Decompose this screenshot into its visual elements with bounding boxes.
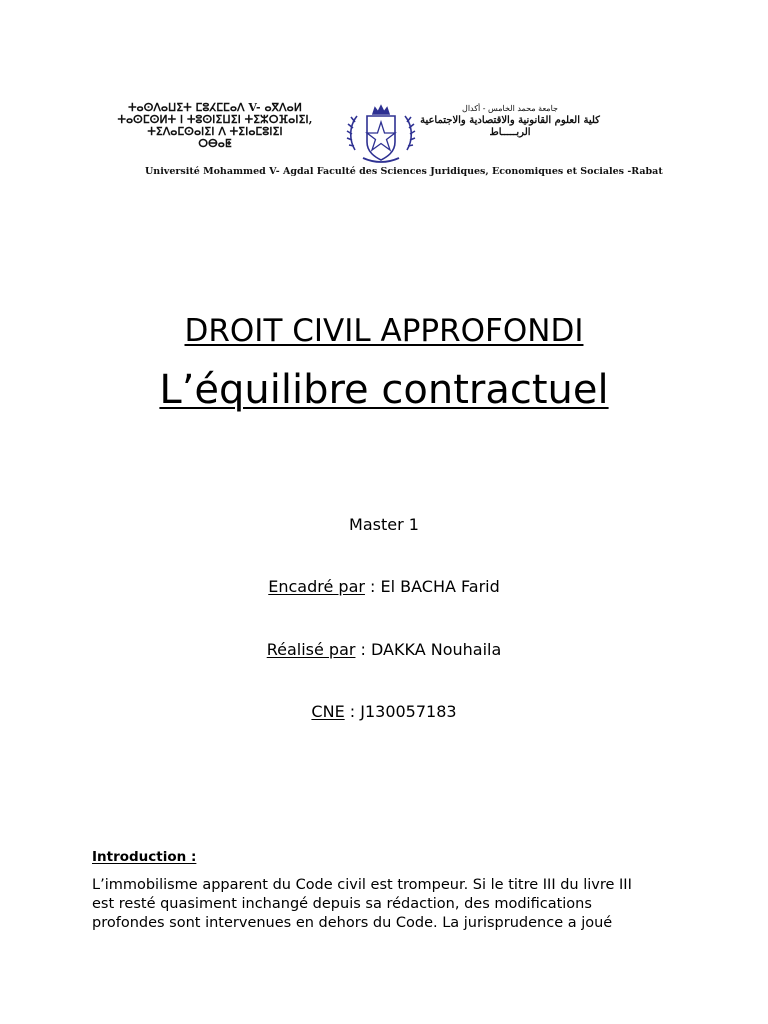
paragraph-line: profondes sont intervenues en dehors du Code. La jurisprudence a joué bbox=[92, 915, 613, 931]
tifinagh-line: ⵜⴰⵙⵎⵙⵍⵜ ⵏ ⵜⵓⵙⵏⵉⵡⵉⵏ ⵜⵉⵣⵔⴼⴰⵏⵉⵏ, bbox=[117, 113, 313, 126]
university-letterhead bbox=[95, 100, 663, 185]
author-separator: : bbox=[355, 640, 372, 659]
arabic-line: كلية العلوم القانونية والاقتصادية والاجتماعية bbox=[420, 115, 600, 126]
author-label: Réalisé par bbox=[266, 640, 356, 659]
university-seal-icon bbox=[345, 102, 417, 166]
paragraph-line: est resté quasiment inchangé depuis sa rédaction, des modifications bbox=[92, 896, 592, 912]
arabic-line: الربـــــاط bbox=[489, 127, 531, 138]
introduction-paragraph bbox=[92, 876, 704, 933]
tifinagh-line: ⵜⴰⵙⴷⴰⵡⵉⵜ ⵎⵓⵃⵎⵎⴰⴷ V- ⴰⴳⴷⴰⵍ bbox=[128, 101, 302, 114]
author-value: DAKKA Nouhaila bbox=[371, 640, 502, 659]
supervisor-label: Encadré par bbox=[268, 577, 365, 596]
introduction-heading: Introduction : bbox=[92, 849, 197, 865]
level-value: Master 1 bbox=[349, 515, 419, 534]
arabic-line: جامعة محمد الخامس - أكدال bbox=[462, 104, 558, 113]
paragraph-line: L’immobilisme apparent du Code civil est trompeur. Si le titre III du livre III bbox=[92, 877, 632, 893]
cne-separator: : bbox=[344, 702, 361, 721]
course-title: DROIT CIVIL APPROFONDI bbox=[184, 313, 584, 349]
tifinagh-line: ⵔⴱⴰⵟ bbox=[198, 137, 232, 150]
supervisor-separator: : bbox=[364, 577, 381, 596]
tifinagh-line: ⵜⵉⴷⴰⵎⵙⴰⵏⵉⵏ ⴷ ⵜⵉⵏⴰⵎⵓⵏⵉⵏ bbox=[147, 125, 283, 138]
supervisor-value: El BACHA Farid bbox=[380, 577, 500, 596]
cne-label: CNE bbox=[311, 702, 345, 721]
arabic-university-name bbox=[420, 103, 600, 139]
university-caption: Université Mohammed V- Agdal Faculté des Sciences Juridiques, Economiques et Sociales -Rabat bbox=[145, 166, 663, 177]
document-title: L’équilibre contractuel bbox=[159, 367, 609, 413]
level-line bbox=[0, 515, 768, 535]
author-line bbox=[0, 640, 768, 660]
tifinagh-university-name bbox=[100, 102, 330, 150]
cne-value: J130057183 bbox=[360, 702, 457, 721]
supervisor-line bbox=[0, 577, 768, 597]
cne-line bbox=[0, 702, 768, 722]
